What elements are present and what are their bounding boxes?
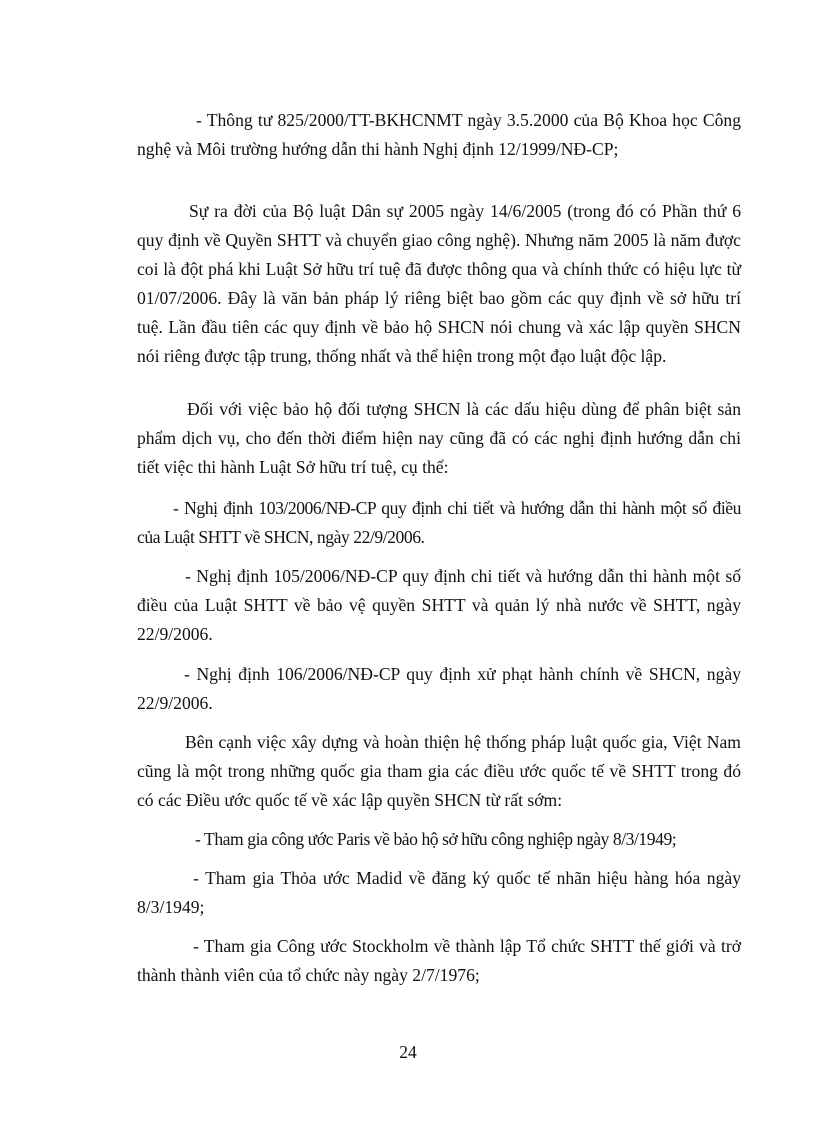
paragraph-paris-convention: - Tham gia công ước Paris về bảo hộ sở hữu công nghiệp ngày 8/3/1949; [195, 829, 677, 849]
paragraph-decree-106: - Nghị định 106/2006/NĐ-CP quy định xử phạt hành chính về SHCN, ngày 22/9/2006. [137, 664, 741, 713]
paragraph-implementing-decrees: Đối với việc bảo hộ đối tượng SHCN là các dấu hiệu dùng để phân biệt sản phẩm dịch vụ, cho đến thời điểm hiện nay cũng đã có các nghị định hướng dẫn chi tiết việc thi hành Luật Sở hữu trí tuệ, cụ thể: [137, 399, 741, 477]
paragraph-circular-825: - Thông tư 825/2000/TT-BKHCNMT ngày 3.5.2000 của Bộ Khoa học Công nghệ và Môi trường hướng dẫn thi hành Nghị định 12/1999/NĐ-CP; [137, 110, 741, 159]
page-number: 24 [399, 1042, 417, 1062]
paragraph-madrid-agreement: - Tham gia Thỏa ước Madid về đăng ký quốc tế nhãn hiệu hàng hóa ngày 8/3/1949; [137, 868, 741, 917]
paragraph-international-treaties: Bên cạnh việc xây dựng và hoàn thiện hệ thống pháp luật quốc gia, Việt Nam cũng là một trong những quốc gia tham gia các điều ước quốc tế về SHTT trong đó có các Điều ước quốc tế về xác lập quyền SHCN từ rất sớm: [137, 732, 741, 810]
paragraph-stockholm-convention: - Tham gia Công ước Stockholm về thành lập Tổ chức SHTT thế giới và trở thành thành viên của tổ chức này ngày 2/7/1976; [137, 936, 741, 985]
paragraph-decree-105: - Nghị định 105/2006/NĐ-CP quy định chi tiết và hướng dẫn thi hành một số điều của Luật SHTT về bảo vệ quyền SHTT và quản lý nhà nước về SHTT, ngày 22/9/2006. [137, 566, 741, 644]
paragraph-decree-103: - Nghị định 103/2006/NĐ-CP quy định chi tiết và hướng dẫn thi hành một số điều của Luật SHTT về SHCN, ngày 22/9/2006. [137, 498, 741, 547]
paragraph-civil-code-2005: Sự ra đời của Bộ luật Dân sự 2005 ngày 14/6/2005 (trong đó có Phần thứ 6 quy định về Quyền SHTT và chuyển giao công nghệ). Nhưng năm 2005 là năm được coi là đột phá khi Luật Sở hữu trí tuệ đã được thông qua và chính thức có hiệu lực từ 01/07/2006. Đây là văn bản pháp lý riêng biệt bao gồm các quy định về sở hữu trí tuệ. Lần đầu tiên các quy định về bảo hộ SHCN nói chung và xác lập quyền SHCN nói riêng được tập trung, thống nhất và thể hiện trong một đạo luật độc lập. [137, 201, 741, 366]
